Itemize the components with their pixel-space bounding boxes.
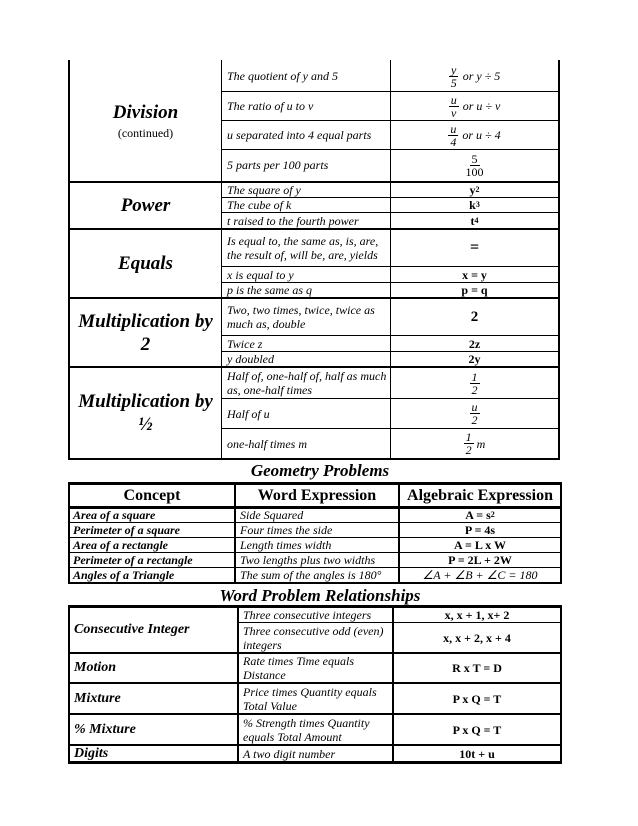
power-expr-2: The cube of k [227, 198, 292, 212]
mult-half-category [70, 368, 221, 458]
mult-half-alg-3: $\frac{1}{2}$ m [465, 430, 486, 457]
mult2-expr-1: Two, two times, twice, twice as much as, double [227, 303, 375, 331]
geometry-alg: P = 4s [464, 523, 496, 537]
mult-half-expr-2: Half of u [227, 406, 270, 421]
geometry-alg: A = L x W [454, 538, 506, 552]
word-problem-word: % Strength times Quantity equals Total Amount [243, 715, 370, 744]
geometry-concept: Area of a square [73, 508, 156, 522]
division-alg-1: $\frac{y}{5}$ or y ÷ 5 [450, 62, 501, 90]
geometry-concept: Perimeter of a rectangle [73, 553, 193, 567]
division-expr-2: The ratio of u to v [227, 99, 314, 113]
word-problem-concept: Consecutive Integer [74, 622, 190, 637]
power-alg-2: k 3 [469, 198, 480, 212]
category-name: Division [112, 101, 179, 123]
geometry-concept: Area of a rectangle [73, 538, 168, 552]
mult-half-alg-1: $\frac{1}{2}$ [471, 369, 478, 397]
word-problems-title: Word Problem Relationships [219, 586, 421, 605]
division-alg-4: $\frac{5}{100}$ [465, 151, 484, 179]
category-name: Power [120, 195, 171, 216]
geometry-word: Side Squared [240, 508, 304, 522]
equals-expr-3: p is the same as q [227, 283, 312, 297]
word-problem-word: Three consecutive odd (even) integers [243, 623, 384, 652]
word-problem-alg: P x Q = T [452, 722, 502, 737]
word-problem-concept: Mixture [74, 690, 121, 706]
mult2-alg-2: 2z [468, 336, 481, 351]
word-problem-concept: Motion [74, 660, 117, 675]
geometry-alg: P = 2L + 2W [448, 553, 512, 567]
word-problem-alg: x, x + 2, x + 4 [443, 630, 511, 645]
geometry-header-concept: Concept [123, 486, 181, 504]
word-problem-word: A two digit number [243, 746, 336, 761]
word-problem-alg: 10t + u [459, 746, 495, 761]
equals-expr-1: Is equal to, the same as, is, are, the result of, will be, are, yields [227, 234, 379, 262]
division-category [70, 60, 221, 181]
power-expr-1: The square of y [227, 183, 301, 197]
division-expr-3: u separated into 4 equal parts [227, 128, 372, 142]
category-name: Multiplication by ½ [78, 391, 213, 435]
mult2-expr-2: Twice z [227, 336, 263, 351]
division-expr-4: 5 parts per 100 parts [227, 158, 329, 172]
geometry-word: Length times width [240, 538, 332, 552]
word-problem-alg: P x Q = T [452, 691, 502, 706]
word-problem-concept: % Mixture [74, 721, 136, 737]
mult-half-expr-1: Half of, one-half of, half as much as, one-half times [227, 369, 387, 397]
category-subtitle: (continued) [117, 125, 174, 140]
equals-alg-3: p = q [461, 283, 488, 297]
geometry-title: Geometry Problems [250, 461, 390, 480]
equals-category [70, 230, 221, 297]
equals-alg-2: x = y [462, 267, 487, 282]
mult2-expr-3: y doubled [227, 352, 274, 366]
power-alg-3: t 4 [470, 213, 479, 228]
geometry-concept: Angles of a Triangle [73, 568, 175, 582]
division-alg-2: $\frac{u}{v}$ or u ÷ v [450, 92, 501, 120]
geometry-word: The sum of the angles is 180° [240, 568, 382, 582]
word-problem-word: Price times Quantity equals Total Value [243, 684, 377, 713]
geometry-header-word: Word Expression [257, 486, 377, 504]
mult2-category [70, 299, 221, 366]
power-expr-3: t raised to the fourth power [227, 213, 359, 228]
category-name: Multiplication by 2 [78, 310, 213, 355]
division-alg-3: $\frac{u}{4}$ or u ÷ 4 [450, 121, 501, 149]
word-problem-word: Rate times Time equals Distance [243, 654, 354, 682]
word-problem-alg: R x T = D [452, 661, 502, 675]
power-category [70, 183, 221, 228]
geometry-word: Four times the side [240, 523, 333, 537]
mult2-alg-3: 2y [468, 352, 481, 366]
geometry-word: Two lengths plus two widths [240, 553, 376, 567]
geometry-alg: A = s 2 [465, 508, 495, 522]
division-expr-1: The quotient of y and 5 [227, 69, 338, 83]
word-problem-concept: Digits [74, 745, 109, 761]
category-name: Equals [118, 253, 173, 274]
geometry-concept: Perimeter of a square [73, 523, 180, 537]
power-alg-1: y 2 [469, 183, 480, 197]
equals-alg-1: = [469, 239, 480, 256]
geometry-alg: ∠A + ∠B + ∠C = 180 [422, 568, 538, 582]
word-problem-alg: x, x + 1, x+ 2 [444, 608, 510, 622]
word-problem-word: Three consecutive integers [243, 608, 372, 622]
mult2-alg-1: 2 [470, 309, 479, 325]
mult-half-alg-2: $\frac{u}{2}$ [471, 400, 478, 427]
mult-half-expr-3: one-half times m [227, 436, 307, 451]
equals-expr-2: x is equal to y [227, 267, 294, 282]
geometry-header-algebraic: Algebraic Expression [407, 486, 553, 504]
